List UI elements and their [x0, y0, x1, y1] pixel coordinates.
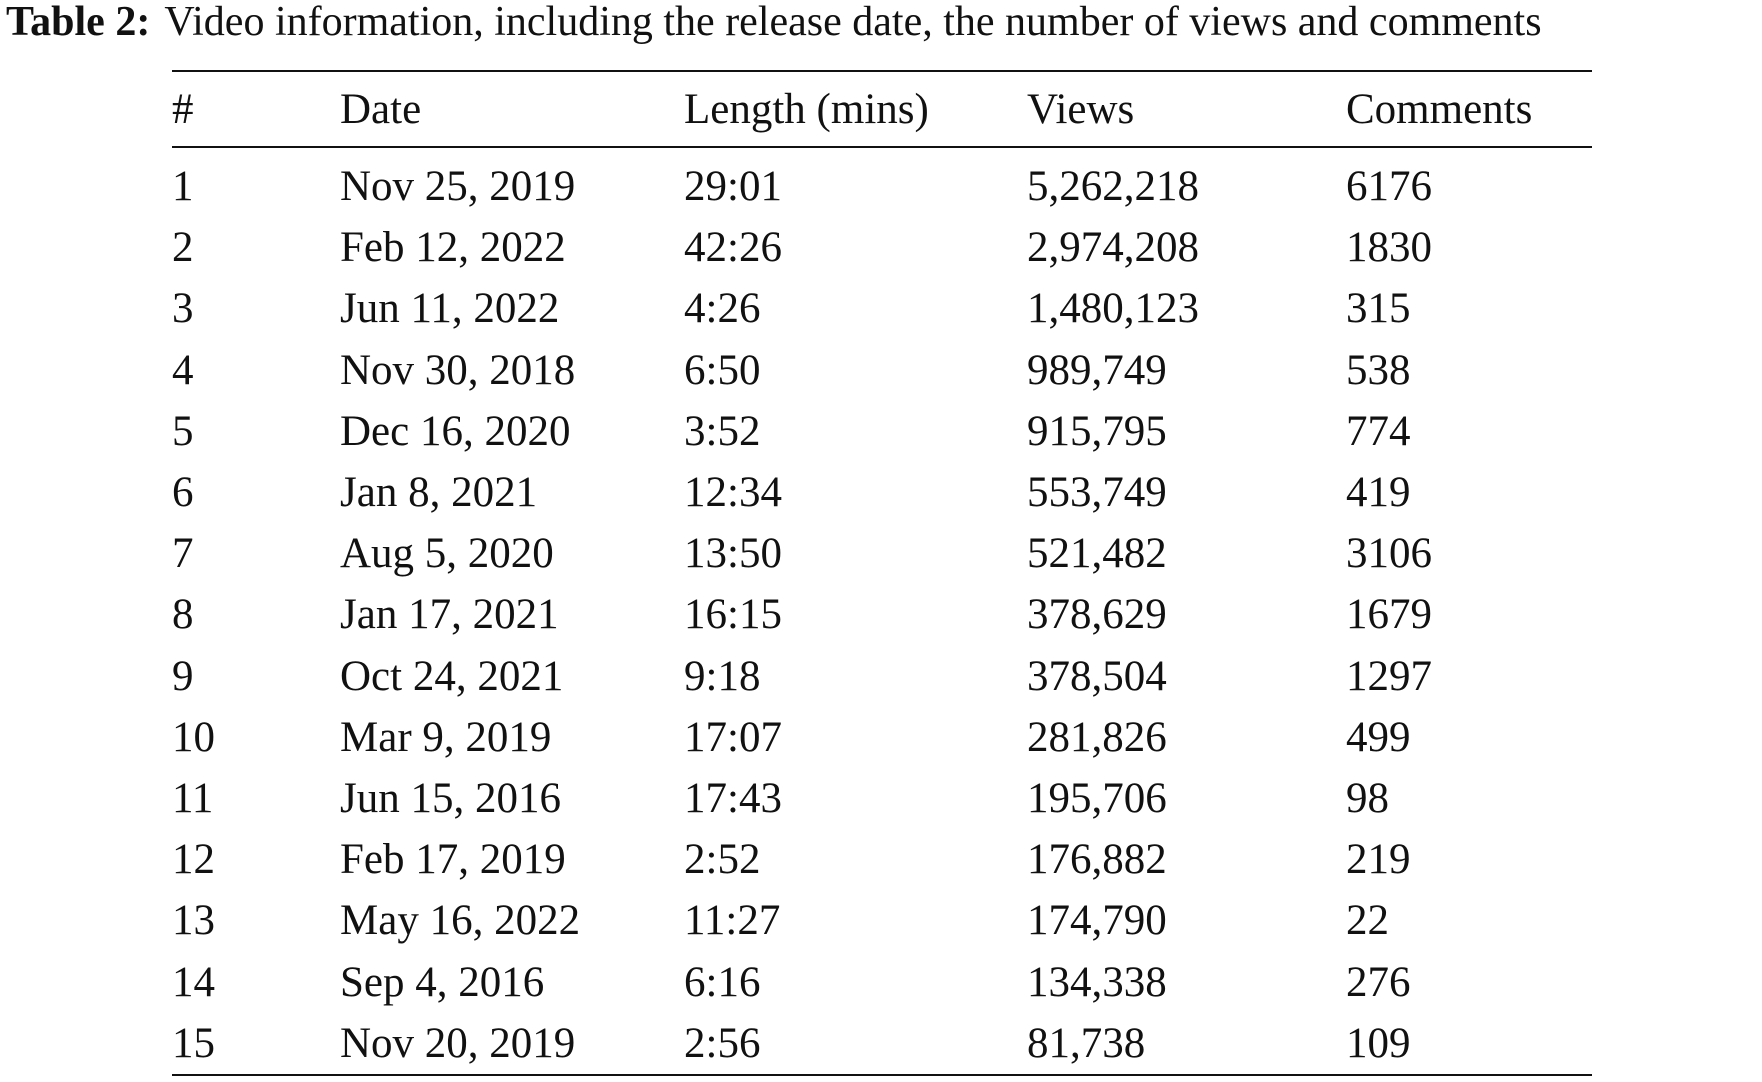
cell-number: 1 — [172, 163, 194, 211]
table-row — [172, 890, 1592, 951]
cell-length: 29:01 — [684, 163, 782, 211]
cell-comments: 6176 — [1346, 163, 1432, 211]
table-row — [172, 768, 1592, 829]
table-row — [172, 401, 1592, 462]
cell-date: May 16, 2022 — [340, 897, 581, 945]
cell-date: Feb 17, 2019 — [340, 836, 566, 884]
cell-number: 5 — [172, 407, 194, 455]
cell-number: 14 — [172, 958, 215, 1006]
cell-number: 12 — [172, 836, 215, 884]
cell-number: 9 — [172, 652, 194, 700]
cell-views: 195,706 — [1027, 774, 1167, 822]
header-views: Views — [1027, 85, 1135, 133]
cell-number: 4 — [172, 346, 194, 394]
table-row — [172, 829, 1592, 890]
cell-length: 42:26 — [684, 224, 782, 272]
cell-comments: 419 — [1346, 469, 1411, 517]
cell-comments: 276 — [1346, 958, 1411, 1006]
cell-number: 6 — [172, 469, 194, 517]
table-row — [172, 147, 1592, 217]
table-row — [172, 951, 1592, 1012]
table-caption — [6, 0, 1756, 44]
cell-number: 7 — [172, 530, 194, 578]
cell-comments: 98 — [1346, 774, 1389, 822]
table-row — [172, 523, 1592, 584]
cell-date: Nov 25, 2019 — [340, 163, 576, 211]
cell-date: Jun 15, 2016 — [340, 774, 561, 822]
table-caption-label: Table 2: — [6, 0, 151, 45]
cell-length: 11:27 — [684, 897, 781, 945]
cell-date: Dec 16, 2020 — [340, 407, 571, 455]
table-header-row — [172, 71, 1592, 147]
cell-number: 2 — [172, 224, 194, 272]
cell-comments: 774 — [1346, 407, 1411, 455]
table-row — [172, 1013, 1592, 1075]
cell-comments: 538 — [1346, 346, 1411, 394]
cell-views: 915,795 — [1027, 407, 1167, 455]
cell-comments: 109 — [1346, 1019, 1411, 1067]
cell-date: Aug 5, 2020 — [340, 530, 554, 578]
cell-views: 1,480,123 — [1027, 285, 1199, 333]
cell-date: Jan 17, 2021 — [340, 591, 559, 639]
video-info-table-container — [172, 70, 1592, 1076]
table-row — [172, 340, 1592, 401]
cell-views: 2,974,208 — [1027, 224, 1199, 272]
cell-views: 553,749 — [1027, 469, 1167, 517]
table-row — [172, 217, 1592, 278]
cell-number: 3 — [172, 285, 194, 333]
cell-comments: 3106 — [1346, 530, 1432, 578]
cell-comments: 219 — [1346, 836, 1411, 884]
cell-date: Jan 8, 2021 — [340, 469, 538, 517]
cell-views: 521,482 — [1027, 530, 1167, 578]
cell-views: 174,790 — [1027, 897, 1167, 945]
cell-date: Nov 30, 2018 — [340, 346, 576, 394]
cell-length: 16:15 — [684, 591, 782, 639]
cell-length: 9:18 — [684, 652, 761, 700]
cell-number: 15 — [172, 1019, 215, 1067]
table-row — [172, 584, 1592, 645]
cell-length: 4:26 — [684, 285, 761, 333]
cell-comments: 315 — [1346, 285, 1411, 333]
cell-views: 378,504 — [1027, 652, 1167, 700]
cell-comments: 1297 — [1346, 652, 1432, 700]
cell-number: 13 — [172, 897, 215, 945]
cell-number: 8 — [172, 591, 194, 639]
cell-date: Jun 11, 2022 — [340, 285, 560, 333]
cell-comments: 1679 — [1346, 591, 1432, 639]
cell-length: 6:50 — [684, 346, 761, 394]
table-row — [172, 707, 1592, 768]
header-number: # — [172, 85, 194, 133]
cell-comments: 22 — [1346, 897, 1389, 945]
cell-length: 3:52 — [684, 407, 761, 455]
table-caption-text: Video information, including the release date, the number of views and comments — [164, 0, 1542, 45]
cell-length: 17:43 — [684, 774, 782, 822]
cell-date: Sep 4, 2016 — [340, 958, 545, 1006]
cell-comments: 1830 — [1346, 224, 1432, 272]
table-row — [172, 462, 1592, 523]
header-length: Length (mins) — [684, 85, 929, 133]
cell-views: 281,826 — [1027, 713, 1167, 761]
table-row — [172, 278, 1592, 339]
cell-date: Mar 9, 2019 — [340, 713, 552, 761]
table-header — [172, 71, 1592, 147]
cell-date: Nov 20, 2019 — [340, 1019, 576, 1067]
cell-views: 5,262,218 — [1027, 163, 1199, 211]
cell-views: 134,338 — [1027, 958, 1167, 1006]
video-info-table — [172, 70, 1592, 1076]
cell-length: 12:34 — [684, 469, 782, 517]
cell-number: 11 — [172, 774, 214, 822]
cell-length: 13:50 — [684, 530, 782, 578]
cell-length: 17:07 — [684, 713, 782, 761]
header-date: Date — [340, 85, 422, 133]
cell-number: 10 — [172, 713, 215, 761]
cell-views: 176,882 — [1027, 836, 1167, 884]
cell-date: Feb 12, 2022 — [340, 224, 566, 272]
header-comments: Comments — [1346, 85, 1533, 133]
cell-length: 2:56 — [684, 1019, 761, 1067]
cell-length: 6:16 — [684, 958, 761, 1006]
cell-views: 378,629 — [1027, 591, 1167, 639]
cell-views: 989,749 — [1027, 346, 1167, 394]
cell-date: Oct 24, 2021 — [340, 652, 564, 700]
cell-comments: 499 — [1346, 713, 1411, 761]
cell-views: 81,738 — [1027, 1019, 1146, 1067]
table-body — [172, 147, 1592, 1075]
cell-length: 2:52 — [684, 836, 761, 884]
table-row — [172, 646, 1592, 707]
